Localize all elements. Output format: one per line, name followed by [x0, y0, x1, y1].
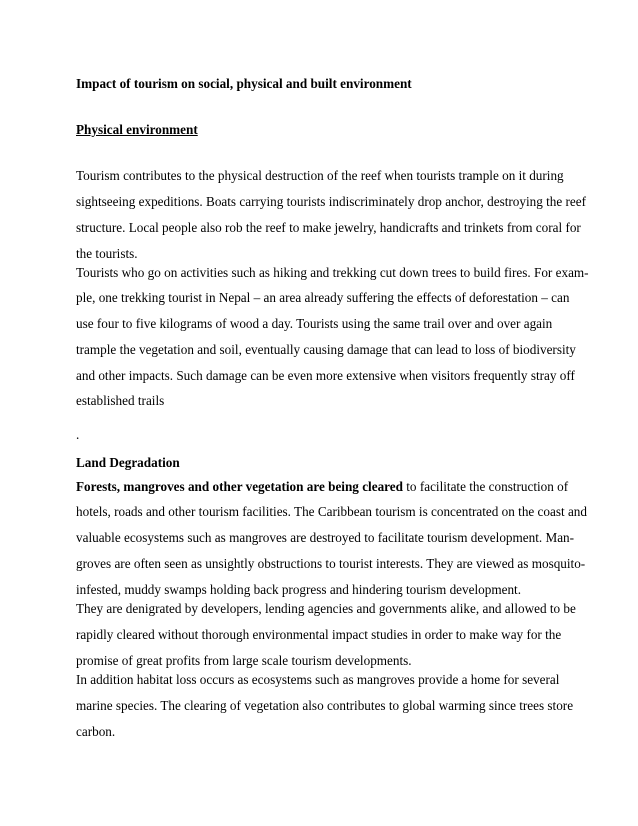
paragraph-line: use four to five kilograms of wood a day. Tourists using the same trail over and over again: [76, 316, 553, 331]
paragraph-line: ple, one trekking tourist in Nepal – an area already suffering the effects of deforestation – can: [76, 290, 570, 305]
paragraph-line: the tourists.: [76, 246, 138, 261]
paragraph-line: In addition habitat loss occurs as ecosystems such as mangroves provide a home for several: [76, 672, 560, 687]
paragraph-line: marine species. The clearing of vegetation also contributes to global warming since trees store: [76, 698, 574, 713]
paragraph-line: Tourism contributes to the physical destruction of the reef when tourists trample on it during: [76, 168, 564, 183]
paragraph-line: structure. Local people also rob the reef to make jewelry, handicrafts and trinkets from coral for: [76, 220, 581, 235]
section-heading-physical-environment: Physical environment: [76, 122, 198, 137]
paragraph-line: They are denigrated by developers, lending agencies and governments alike, and allowed to be: [76, 601, 576, 616]
section-heading-land-degradation: Land Degradation: [76, 455, 180, 470]
separator-dot: .: [76, 427, 80, 442]
paragraph-line: groves are often seen as unsightly obstructions to tourist interests. They are viewed as mosquito-: [76, 556, 586, 571]
paragraph-line: [76, 479, 568, 495]
paragraph-line: promise of great profits from large scale tourism developments.: [76, 653, 412, 668]
paragraph-line: carbon.: [76, 724, 116, 739]
paragraph-line: rapidly cleared without thorough environmental impact studies in order to make way for the: [76, 627, 562, 642]
document-title: Impact of tourism on social, physical and built environment: [76, 76, 412, 91]
paragraph-line: and other impacts. Such damage can be even more extensive when visitors frequently stray off: [76, 368, 575, 383]
paragraph-line: established trails: [76, 393, 165, 408]
paragraph-line: Tourists who go on activities such as hiking and trekking cut down trees to build fires. For exam-: [76, 265, 589, 280]
paragraph-line: hotels, roads and other tourism facilities. The Caribbean tourism is concentrated on the coast and: [76, 504, 587, 519]
paragraph-line: infested, muddy swamps holding back progress and hindering tourism development.: [76, 582, 522, 597]
paragraph-line: trample the vegetation and soil, eventually causing damage that can lead to loss of biodiversity: [76, 342, 576, 357]
bold-lead-text: Forests, mangroves and other vegetation are being cleared: [76, 479, 403, 494]
lead-rest-text: to facilitate the construction of: [402, 479, 569, 494]
paragraph-line: sightseeing expeditions. Boats carrying tourists indiscriminately drop anchor, destroying the reef: [76, 194, 587, 209]
paragraph-line: valuable ecosystems such as mangroves are destroyed to facilitate tourism development. Man-: [76, 530, 575, 545]
